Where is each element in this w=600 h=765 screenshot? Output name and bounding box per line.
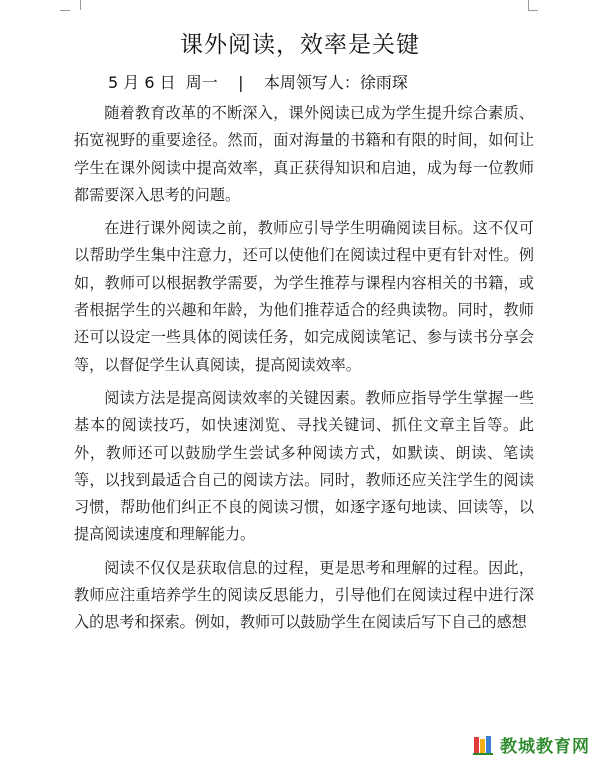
document-subtitle: 5 月 6 日 周一 | 本周领写人：徐雨琛: [108, 73, 408, 92]
page-corner-mark: [528, 0, 539, 10]
paragraph-2: 在进行课外阅读之前，教师应引导学生明确阅读目标。这不仅可以帮助学生集中注意力，还可以使他们在阅读过程中更有针对性。例如，教师可以根据教学需要，为学生推荐与课程内容相关的书籍，或者根据学生的兴趣和年龄，为他们推荐适合的经典读物。同时，教师还可以设定一些具体的阅读任务，如完成阅读笔记、参与读书分享会等，以督促学生认真阅读，提高阅读效率。: [74, 219, 534, 374]
watermark: [472, 732, 590, 757]
document-body: [74, 100, 534, 643]
paragraph-1: 随着教育改革的不断深入，课外阅读已成为学生提升综合素质、拓宽视野的重要途径。然而，面对海量的书籍和有限的时间，如何让学生在课外阅读中提高效率，真正获得知识和启迪，成为每一位教师都需要深入思考的问题。: [74, 104, 534, 204]
page-corner-mark: [70, 0, 81, 10]
watermark-text: 教城教育网: [500, 737, 590, 757]
page-corner-mark: [528, 10, 538, 11]
paragraph-3: 阅读方法是提高阅读效率的关键因素。教师应指导学生掌握一些基本的阅读技巧，如快速浏览、寻找关键词、抓住文章主旨等。此外，教师还可以鼓励学生尝试多种阅读方式，如默读、朗读、笔读等，以找到最适合自己的阅读方法。同时，教师还应关注学生的阅读习惯，帮助他们纠正不良的阅读习惯，如逐字逐句地读、回读等，以提高阅读速度和理解能力。: [74, 388, 534, 544]
page-corner-mark: [60, 10, 70, 11]
paragraph-4: 阅读不仅仅是获取信息的过程，更是思考和理解的过程。因此，教师应注重培养学生的阅读反思能力，引导他们在阅读过程中进行深入的思考和探索。例如，教师可以鼓励学生在阅读后写下自己的感想: [74, 558, 534, 632]
document-title: 课外阅读，效率是关键: [180, 32, 420, 58]
book-stack-icon: [472, 734, 494, 756]
